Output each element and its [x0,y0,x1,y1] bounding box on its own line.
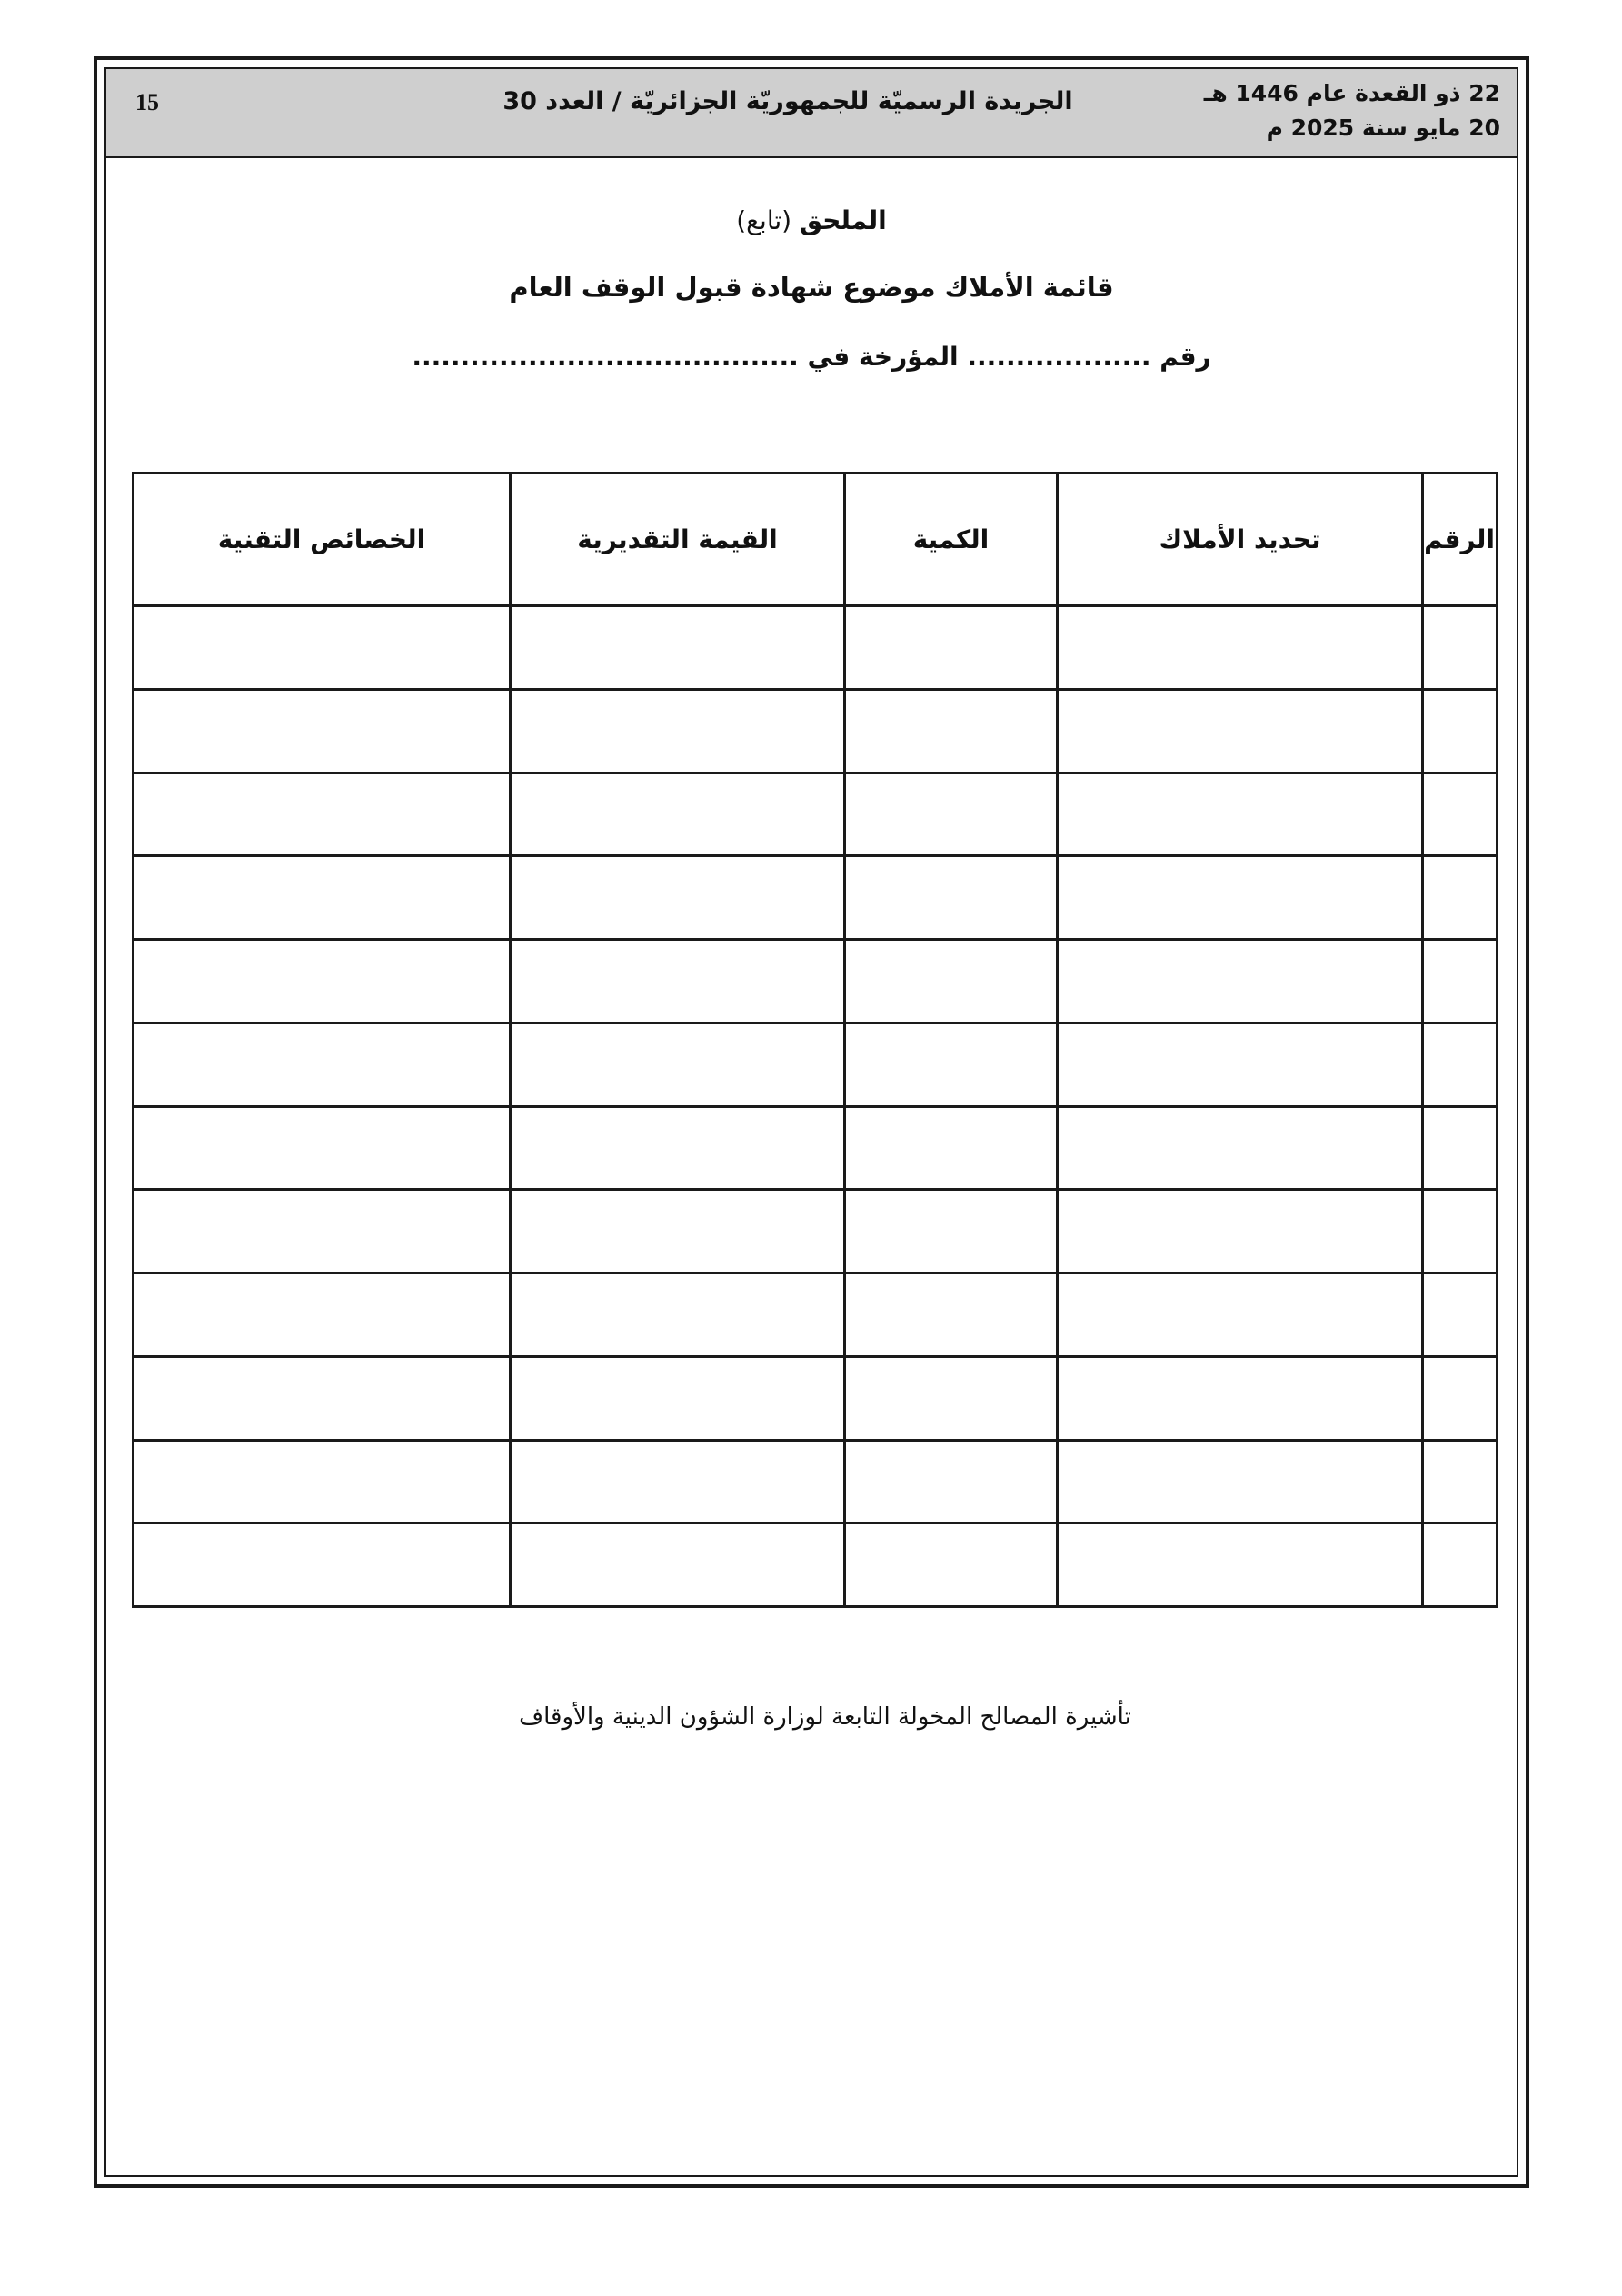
table-row [134,856,1498,940]
table-row [134,940,1498,1023]
table-cell [134,1106,511,1190]
table-cell [511,1523,845,1607]
number-date-line: رقم ................... المؤرخة في ........................................ [412,342,1211,372]
table-cell [134,606,511,690]
table-cell [1058,1190,1423,1273]
table-cell [134,940,511,1023]
table-cell [1423,1356,1498,1440]
gregorian-date: 20 مايو سنة 2025 م [1266,115,1500,141]
table-cell [511,1190,845,1273]
table-cell [134,689,511,773]
table-cell [1423,940,1498,1023]
table-row [134,1273,1498,1357]
gazette-title: الجريدة الرسميّة للجمهوريّة الجزائريّة / العدد 30 [503,87,1073,115]
table-cell [1058,773,1423,856]
table-cell [1423,1023,1498,1106]
annex-label: الملحق [800,205,887,235]
table-cell [845,856,1058,940]
table-cell [845,689,1058,773]
table-cell [511,773,845,856]
table-cell [1423,1440,1498,1523]
table-cell [511,1273,845,1357]
table-cell [845,1523,1058,1607]
table-cell [845,1190,1058,1273]
property-list-table [132,472,1498,1608]
table-cell [845,606,1058,690]
table-cell [1423,1273,1498,1357]
hijri-date: 22 ذو القعدة عام 1446 هـ [1203,80,1500,106]
page-header [106,69,1517,158]
table-cell [134,1523,511,1607]
table-cell [1058,1523,1423,1607]
table-cell [134,1273,511,1357]
table-cell [511,1440,845,1523]
table-header-row [134,474,1498,606]
column-header-estimated-value: القيمة التقديرية [511,474,845,606]
table-cell [134,1440,511,1523]
table-cell [134,1190,511,1273]
table-cell [511,689,845,773]
table-cell [1423,856,1498,940]
table-cell [845,940,1058,1023]
column-header-quantity: الكمية [845,474,1058,606]
inner-frame [104,67,1518,2177]
page-number: 15 [135,89,159,115]
table-cell [845,1023,1058,1106]
table-cell [1058,1023,1423,1106]
column-header-property-identification: تحديد الأملاك [1058,474,1423,606]
table-cell [134,856,511,940]
table-cell [1423,1523,1498,1607]
table-cell [845,1356,1058,1440]
column-header-number: الرقم [1423,474,1498,606]
column-header-technical-characteristics: الخصائص التقنية [134,474,511,606]
table-row [134,1523,1498,1607]
table-cell [511,606,845,690]
table-cell [1058,1273,1423,1357]
table-cell [511,1023,845,1106]
table-row [134,1106,1498,1190]
table-cell [1423,1106,1498,1190]
table-cell [1423,606,1498,690]
table-cell [1058,606,1423,690]
table-cell [134,773,511,856]
table-row [134,1356,1498,1440]
table-row [134,1440,1498,1523]
table-cell [845,1273,1058,1357]
page-frame [94,56,1529,2188]
table-cell [134,1356,511,1440]
table-cell [511,1356,845,1440]
table-row [134,606,1498,690]
document-title: قائمة الأملاك موضوع شهادة قبول الوقف العام [509,272,1114,303]
table-cell [1058,1106,1423,1190]
table-cell [1423,1190,1498,1273]
annex-heading [106,205,1517,235]
table-cell [1058,940,1423,1023]
table-row [134,1023,1498,1106]
table-cell [511,856,845,940]
table-cell [511,1106,845,1190]
table-cell [845,1440,1058,1523]
table-cell [845,773,1058,856]
table-row [134,773,1498,856]
table-cell [1058,1440,1423,1523]
table-cell [1058,689,1423,773]
table-row [134,1190,1498,1273]
annex-continued: (تابع) [736,205,792,235]
table-cell [1423,773,1498,856]
table-body [134,606,1498,1607]
visa-line: تأشيرة المصالح المخولة التابعة لوزارة الشؤون الدينية والأوقاف [519,1703,1131,1731]
table-cell [1058,856,1423,940]
table-row [134,689,1498,773]
table-cell [845,1106,1058,1190]
table-cell [511,940,845,1023]
header-dates [1204,76,1500,145]
table-cell [1058,1356,1423,1440]
table-cell [1423,689,1498,773]
table-cell [134,1023,511,1106]
